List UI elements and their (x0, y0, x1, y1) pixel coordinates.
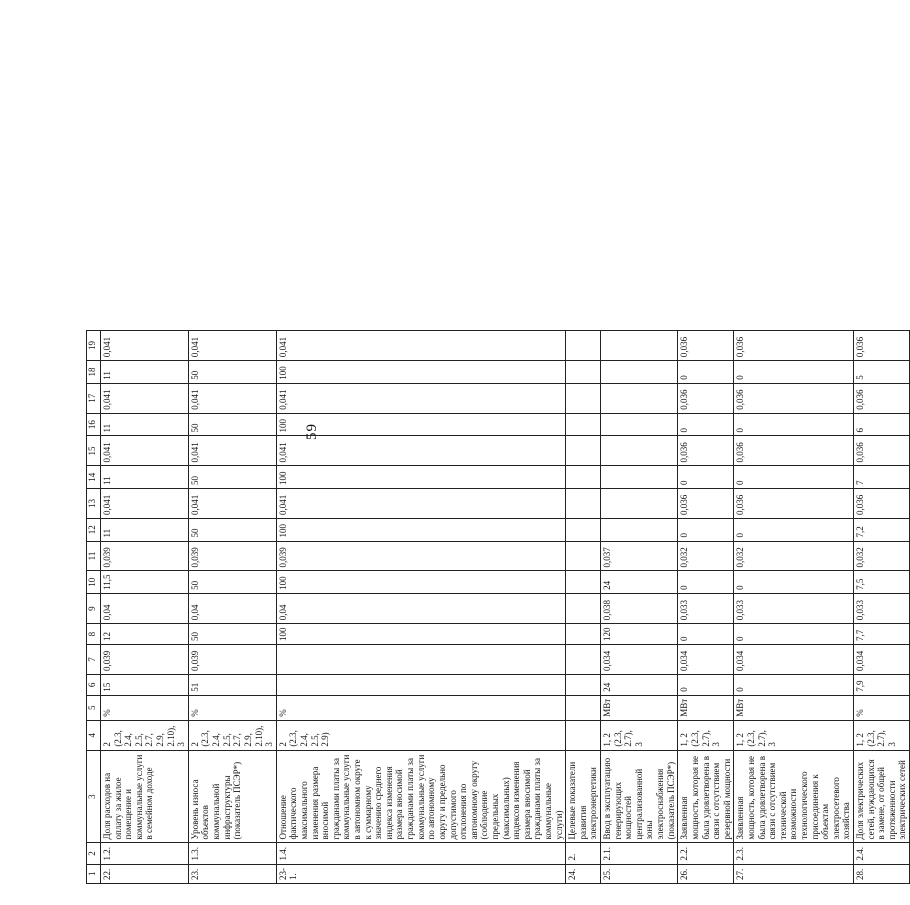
cell-value (566, 644, 601, 674)
cell-value: 0,04 (276, 593, 565, 623)
cell-value: 50 (188, 518, 276, 541)
header-cell: 17 (87, 383, 101, 413)
cell-value (601, 518, 678, 541)
cell-value: 0,034 (678, 644, 734, 674)
cell-value (566, 489, 601, 519)
header-cell: 2 (87, 843, 101, 864)
cell-value: 0 (678, 624, 734, 645)
cell-value: 5 (854, 361, 910, 384)
cell-value: 7,7 (854, 624, 910, 645)
cell-value (601, 331, 678, 361)
cell-value: 24 (601, 571, 678, 593)
cell-indicator-name: Ввод в эксплуатацию генерирующих мощностей централизованной зоны электроснабжения (показатель ПСЭР*) (601, 750, 678, 843)
cell-value: 0 (734, 361, 854, 384)
cell-value: 0,036 (734, 436, 854, 466)
cell-value: 0,036 (854, 331, 910, 361)
cell-value: 0,032 (678, 541, 734, 571)
cell-value: 0 (734, 571, 854, 593)
cell-row-number: 28. (854, 864, 910, 883)
cell-value (566, 624, 601, 645)
header-cell: 4 (87, 720, 101, 750)
cell-indicator-name: Заявленная мощность, которая не была удовлетворена в связи с отсутствием резервной мощности (678, 750, 734, 843)
cell-value (566, 674, 601, 695)
cell-indicator-code: 2.4. (854, 843, 910, 864)
cell-unit: % (276, 695, 565, 720)
cell-value: 15 (101, 674, 189, 695)
cell-value: 100 (276, 624, 565, 645)
cell-value: 0,041 (101, 331, 189, 361)
cell-value: 0 (734, 466, 854, 489)
header-cell: 12 (87, 518, 101, 541)
cell-value: 0,041 (276, 331, 565, 361)
cell-unit: МВт (734, 695, 854, 720)
cell-value: 50 (188, 413, 276, 436)
cell-unit: % (101, 695, 189, 720)
cell-value (566, 593, 601, 623)
cell-indicator-code: 1.3. (188, 843, 276, 864)
cell-value (566, 571, 601, 593)
cell-value: 11 (101, 518, 189, 541)
header-cell: 15 (87, 436, 101, 466)
cell-value (601, 361, 678, 384)
cell-value: 0 (678, 518, 734, 541)
cell-value (566, 413, 601, 436)
cell-value: 0,033 (734, 593, 854, 623)
cell-value: 0 (678, 466, 734, 489)
cell-row-number: 27. (734, 864, 854, 883)
cell-value: 0,036 (734, 331, 854, 361)
cell-reference (566, 720, 601, 750)
cell-reference: 2 (2.3, 2.4, 2.5, 2.7, 2.9, 2.10), 3 (101, 720, 189, 750)
cell-value: 0,036 (854, 436, 910, 466)
cell-value: 0,039 (101, 541, 189, 571)
cell-value: 0,034 (734, 644, 854, 674)
cell-value: 0,033 (854, 593, 910, 623)
cell-indicator-code: 2.2. (678, 843, 734, 864)
cell-value (601, 413, 678, 436)
cell-value: 0 (678, 571, 734, 593)
cell-value: 0 (734, 518, 854, 541)
header-cell: 11 (87, 541, 101, 571)
cell-unit: % (854, 695, 910, 720)
cell-value: 0,036 (678, 331, 734, 361)
cell-value: 0,036 (678, 489, 734, 519)
cell-value: 0,041 (276, 383, 565, 413)
cell-value: 0,041 (101, 489, 189, 519)
table-row (101, 331, 189, 884)
cell-value: 0,041 (101, 436, 189, 466)
header-cell: 7 (87, 644, 101, 674)
cell-value (566, 383, 601, 413)
cell-value: 0,041 (276, 436, 565, 466)
cell-reference: 1, 2 (2.3, 2.7), 3 (678, 720, 734, 750)
cell-value: 0,039 (188, 541, 276, 571)
cell-value: 7,9 (854, 674, 910, 695)
cell-value: 0 (734, 674, 854, 695)
cell-indicator-code: 2.1. (601, 843, 678, 864)
cell-row-number: 26. (678, 864, 734, 883)
table-row (854, 331, 910, 884)
cell-unit: МВт (678, 695, 734, 720)
cell-value: 0,04 (101, 593, 189, 623)
cell-indicator-name: Отношение фактического максимального изменения размера вносимой гражданами платы за коммунальные услуги в автономном округе к суммарному значению среднего индекса изменения размера вносимой гражданами платы за коммунальные услуги по автономному округу и предельно допустимого отклонения по автономному округу (соблюдение предельных (максимальных) индексов изменения размера вносимой гражданами платы за коммунальные услуги) (276, 750, 565, 843)
cell-value: 0,037 (601, 541, 678, 571)
header-cell: 3 (87, 750, 101, 843)
cell-value: 50 (188, 361, 276, 384)
header-cell: 1 (87, 864, 101, 883)
cell-value: 0,041 (188, 436, 276, 466)
cell-value (566, 518, 601, 541)
cell-value: 0,036 (678, 436, 734, 466)
cell-row-number: 23-1. (276, 864, 565, 883)
cell-indicator-name: Доля расходов на оплату за жилое помещение и коммунальные услуги в семейном доходе (101, 750, 189, 843)
cell-value: 0 (678, 674, 734, 695)
table-row (734, 331, 854, 884)
cell-value: 7 (854, 466, 910, 489)
cell-value (601, 436, 678, 466)
cell-value: 100 (276, 571, 565, 593)
indicator-table-wrapper (86, 330, 910, 884)
page-number: 59 (304, 423, 320, 440)
cell-value: 0,032 (854, 541, 910, 571)
cell-value (566, 331, 601, 361)
cell-value: 12 (101, 624, 189, 645)
cell-value: 0 (678, 413, 734, 436)
cell-value: 50 (188, 466, 276, 489)
cell-value: 100 (276, 518, 565, 541)
header-cell: 10 (87, 571, 101, 593)
cell-value: 0,039 (188, 644, 276, 674)
cell-value (276, 644, 565, 674)
cell-unit: % (188, 695, 276, 720)
cell-value: 0,039 (276, 541, 565, 571)
cell-indicator-code: 1.4. (276, 843, 565, 864)
header-cell: 13 (87, 489, 101, 519)
table-row (276, 331, 565, 884)
cell-value: 11 (101, 466, 189, 489)
cell-value (276, 674, 565, 695)
cell-value: 0,041 (188, 489, 276, 519)
cell-value: 0,041 (188, 331, 276, 361)
cell-value: 0,039 (101, 644, 189, 674)
header-cell: 6 (87, 674, 101, 695)
cell-value: 11,5 (101, 571, 189, 593)
cell-value (601, 489, 678, 519)
cell-indicator-name: Уровень износа объектов коммунальной инфраструктуры (показатель ПСЭР*) (188, 750, 276, 843)
cell-row-number: 24. (566, 864, 601, 883)
header-row (87, 331, 101, 884)
table-row (601, 331, 678, 884)
cell-value: 0,034 (601, 644, 678, 674)
cell-value: 0,036 (854, 489, 910, 519)
cell-value: 0,036 (734, 489, 854, 519)
cell-value (566, 361, 601, 384)
cell-row-number: 25. (601, 864, 678, 883)
cell-value: 0,041 (101, 383, 189, 413)
cell-unit (566, 695, 601, 720)
cell-value: 11 (101, 361, 189, 384)
cell-row-number: 22. (101, 864, 189, 883)
cell-indicator-code: 2.3. (734, 843, 854, 864)
cell-value: 0 (734, 624, 854, 645)
cell-value: 24 (601, 674, 678, 695)
cell-reference: 1, 2 (2.3, 2.7), 3 (734, 720, 854, 750)
cell-value: 100 (276, 361, 565, 384)
cell-value: 51 (188, 674, 276, 695)
cell-value: 11 (101, 413, 189, 436)
cell-value: 100 (276, 413, 565, 436)
header-cell: 19 (87, 331, 101, 361)
cell-value: 0 (734, 413, 854, 436)
cell-unit: МВт (601, 695, 678, 720)
header-cell: 9 (87, 593, 101, 623)
cell-value: 120 (601, 624, 678, 645)
header-cell: 5 (87, 695, 101, 720)
cell-value: 0,041 (188, 383, 276, 413)
cell-indicator-name: Заявленная мощность, которая не была удовлетворена в связи с отсутствием технической возможности технологического присоединения к объектам электросетевого хозяйства (734, 750, 854, 843)
cell-value: 6 (854, 413, 910, 436)
cell-value: 0,036 (678, 383, 734, 413)
indicator-table (86, 330, 910, 884)
cell-indicator-name: Доля электрических сетей, нуждающихся в замене, от общей протяженности электрических сетей (854, 750, 910, 843)
cell-value (566, 541, 601, 571)
cell-value (601, 466, 678, 489)
cell-value: 7,5 (854, 571, 910, 593)
cell-reference: 2 (2.3, 2.4, 2.5, 2.7, 2.9, 2.10), 3 (188, 720, 276, 750)
cell-value (566, 436, 601, 466)
cell-value: 0,034 (854, 644, 910, 674)
header-cell: 18 (87, 361, 101, 384)
cell-value: 0,032 (734, 541, 854, 571)
cell-value: 0 (678, 361, 734, 384)
cell-value (601, 383, 678, 413)
cell-reference: 2 (2.3, 2.4, 2.5, 2.9) (276, 720, 565, 750)
header-cell: 8 (87, 624, 101, 645)
cell-value: 50 (188, 624, 276, 645)
cell-value: 0,036 (854, 383, 910, 413)
header-cell: 14 (87, 466, 101, 489)
cell-value: 0,041 (276, 489, 565, 519)
cell-indicator-code: 1.2. (101, 843, 189, 864)
cell-indicator-code: 2. (566, 843, 601, 864)
cell-value: 0,04 (188, 593, 276, 623)
cell-reference: 1, 2 (2.3, 2.7), 3 (601, 720, 678, 750)
cell-reference: 1, 2 (2.3, 2.7), 3 (854, 720, 910, 750)
table-row (678, 331, 734, 884)
cell-value: 0,036 (734, 383, 854, 413)
cell-value: 7,2 (854, 518, 910, 541)
table-row (566, 331, 601, 884)
table-row (188, 331, 276, 884)
cell-value: 0,033 (678, 593, 734, 623)
cell-value (566, 466, 601, 489)
header-cell: 16 (87, 413, 101, 436)
cell-value: 0,038 (601, 593, 678, 623)
cell-value: 100 (276, 466, 565, 489)
cell-value: 50 (188, 571, 276, 593)
cell-indicator-name: Целевые показатели развития электроэнергетики (566, 750, 601, 843)
cell-row-number: 23. (188, 864, 276, 883)
